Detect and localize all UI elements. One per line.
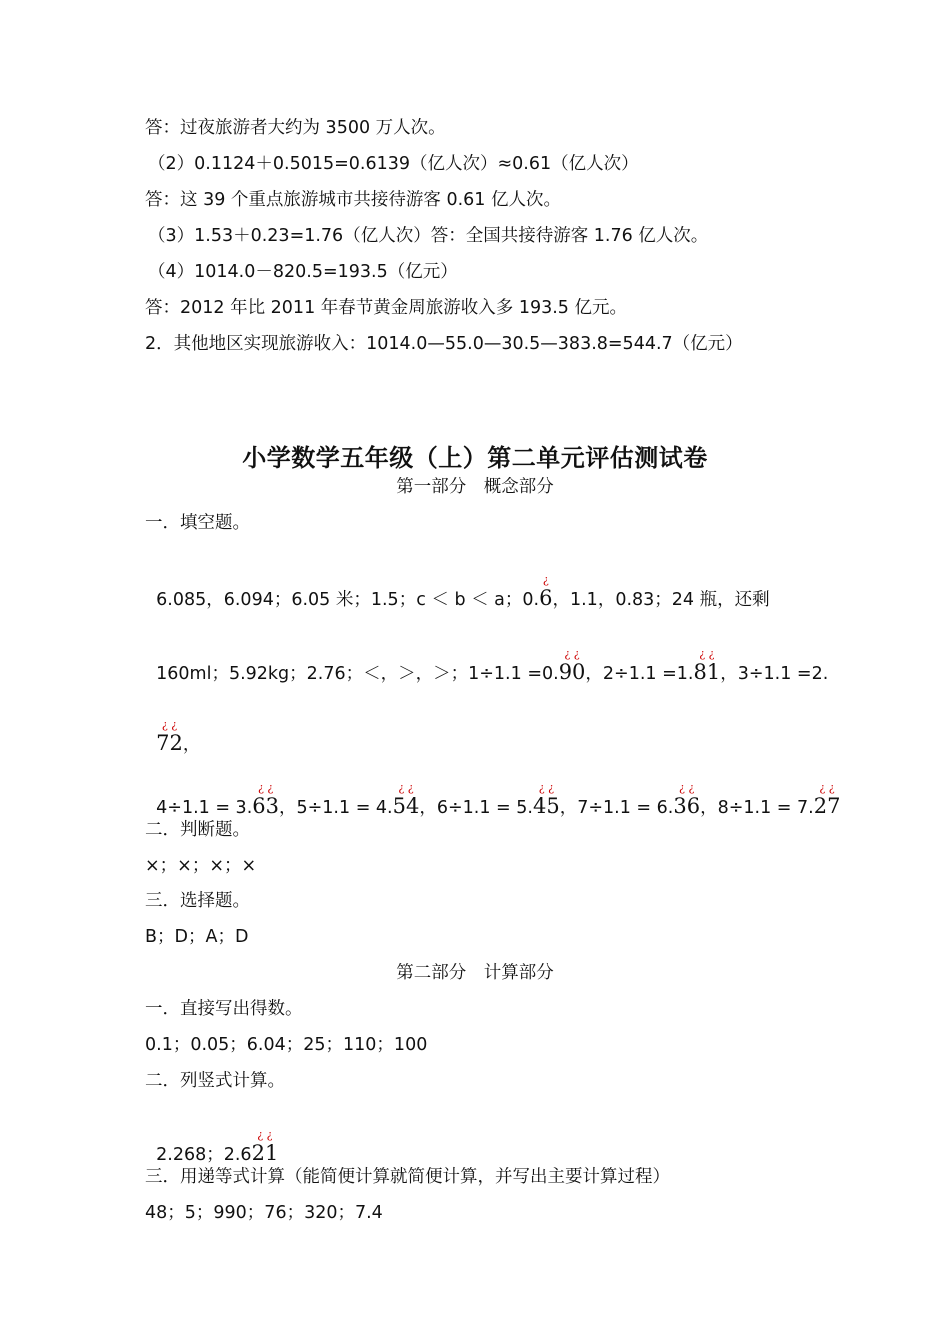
repeating-digit-text: 36 [673,794,701,818]
repeat-dot-mark: ¿ ¿ [161,718,178,731]
choice-heading: 三．选择题。 [145,891,250,911]
text-segment: 6.085，6.094；6.05 米；1.5；c ＜ b ＜ a；0. [156,590,540,610]
repeating-digit-text: 21 [251,1141,279,1165]
repeating-digit-text: 45 [532,794,560,818]
repeat-dot-mark: ¿ ¿ [257,781,274,794]
vertical-calc-heading: 二．列竖式计算。 [145,1071,285,1091]
step-calc-answer: 48；5；990；76；320；7.4 [145,1203,383,1223]
page-title: 小学数学五年级（上）第二单元评估测试卷 [242,444,708,472]
repeating-digits [392,781,420,818]
true-false-heading: 二．判断题。 [145,820,250,840]
repeat-dot-mark: ¿ ¿ [257,1128,273,1141]
text-segment: 2.268；2.6 [156,1145,252,1165]
repeating-digit-text: 27 [813,794,841,818]
text-segment: ，8÷1.1 = 7. [700,798,814,818]
text-segment: ， [182,735,201,755]
repeating-digit-text: 63 [252,794,279,818]
repeating-digit-text: 72 [156,731,183,755]
repeating-digits [693,647,721,684]
repeat-dot-mark: ¿ ¿ [398,781,414,794]
question-4-line: （4）1014.0－820.5=193.5（亿元） [148,262,458,282]
answer-line-4: 答：2012 年比 2011 年春节黄金周旅游收入多 193.5 亿元。 [145,298,627,318]
repeating-digit-text: 6 [539,586,553,610]
repeat-dot-mark: ¿ ¿ [819,781,835,794]
repeating-digits [251,1128,279,1165]
fill-blank-row-2 [145,636,828,686]
question-3-line: （3）1.53＋0.23=1.76（亿人次）答：全国共接待游客 1.76 亿人次。 [148,226,709,246]
vertical-calc-answer [145,1117,278,1167]
fill-blank-row-1 [145,562,770,612]
fill-blank-row-3 [145,707,200,757]
answer-line-1: 答：过夜旅游者大约为 3500 万人次。 [145,118,446,138]
text-segment: ，1.1，0.83；24 瓶，还剩 [552,590,770,610]
repeating-digits [673,781,701,818]
text-segment: 4÷1.1 = 3. [156,798,253,818]
repeat-dot-mark: ¿ ¿ [699,647,715,660]
repeat-dot-mark: ¿ ¿ [679,781,695,794]
repeating-digit-text: 90 [558,660,586,684]
text-segment: ，2÷1.1 =1. [585,664,694,684]
repeat-dot-mark: ¿ ¿ [538,781,554,794]
repeating-digit-text: 81 [693,660,721,684]
text-segment: 160ml；5.92kg；2.76；＜，＞，＞；1÷1.1 =0. [156,664,559,684]
text-segment: ，3÷1.1 =2. [720,664,829,684]
text-segment: ，6÷1.1 = 5. [419,798,533,818]
problem-2-line: 2．其他地区实现旅游收入：1014.0—55.0—30.5—383.8=544.7（亿元） [145,334,743,354]
true-false-answer: ×；×；×；× [145,856,257,876]
direct-result-heading: 一．直接写出得数。 [145,999,303,1019]
choice-answer: B；D；A；D [145,927,249,947]
repeating-digits [539,573,553,610]
text-segment: ，7÷1.1 = 6. [559,798,674,818]
fill-blank-heading: 一．填空题。 [145,513,250,533]
question-2-line: （2）0.1124＋0.5015=0.6139（亿人次）≈0.61（亿人次） [148,154,639,174]
direct-result-answer: 0.1；0.05；6.04；25；110；100 [145,1035,428,1055]
repeat-dot-mark: ¿ ¿ [564,647,580,660]
repeating-digit-text: 54 [392,794,420,818]
text-segment: ，5÷1.1 = 4. [279,798,393,818]
repeating-digits [252,781,279,818]
repeating-digits [532,781,560,818]
step-calc-heading: 三．用递等式计算（能简便计算就简便计算，并写出主要计算过程） [145,1167,670,1187]
answer-line-2: 答：这 39 个重点旅游城市共接待游客 0.61 亿人次。 [145,190,561,210]
part2-heading: 第二部分 计算部分 [396,963,554,983]
part1-heading: 第一部分 概念部分 [396,477,554,497]
repeat-dot-mark: ¿ [542,573,549,586]
fill-blank-row-4 [145,770,840,820]
repeating-digits [558,647,586,684]
repeating-digits [813,781,841,818]
repeating-digits [156,718,183,755]
